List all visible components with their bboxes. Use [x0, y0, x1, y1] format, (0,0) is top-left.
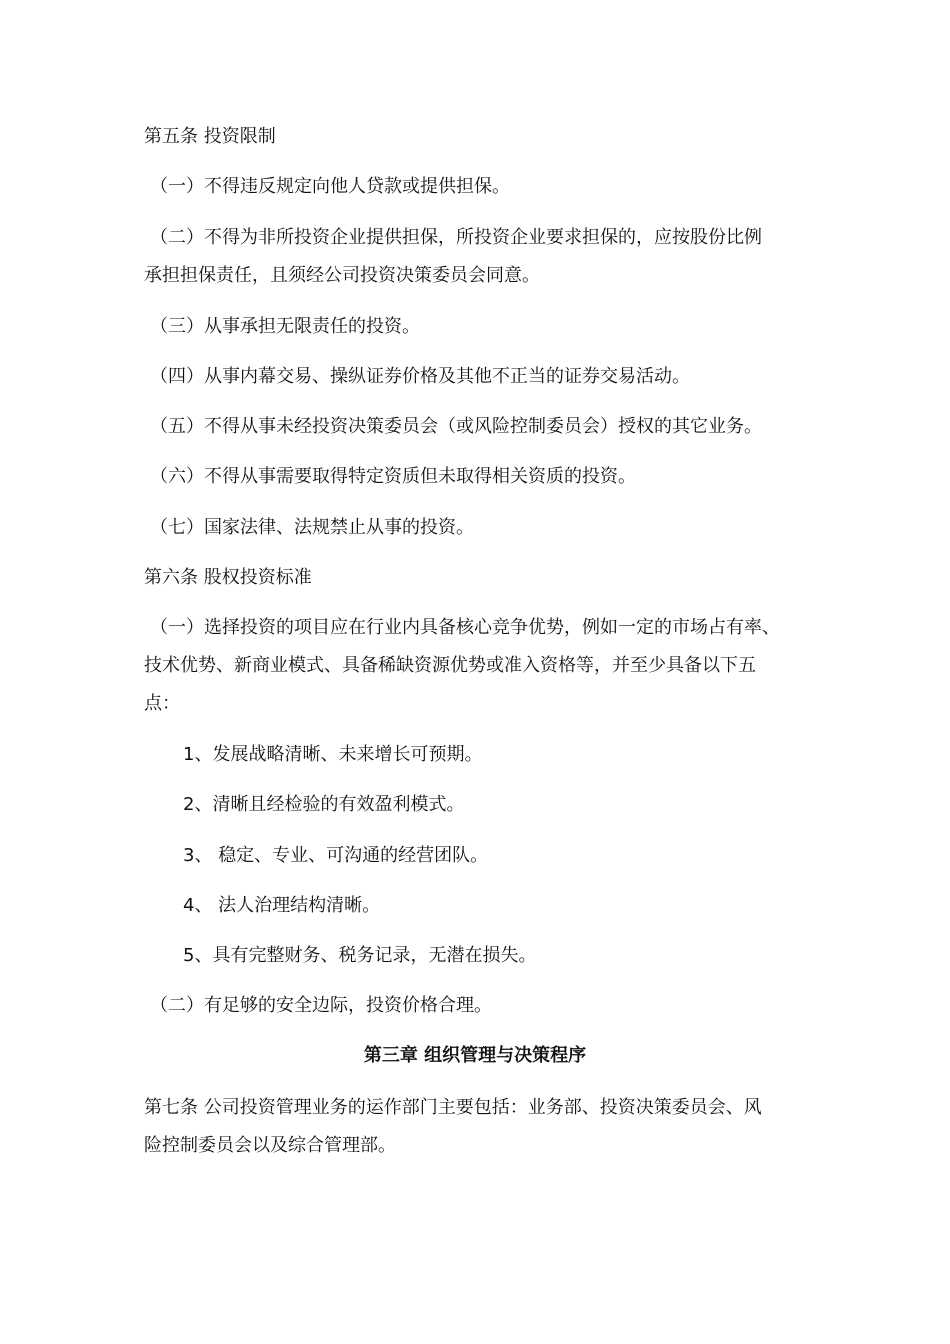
article6-subitem-4: 4、 法人治理结构清晰。: [183, 895, 381, 916]
article5-item-3: （三）从事承担无限责任的投资。: [150, 316, 420, 337]
article5-item-6: （六）不得从事需要取得特定资质但未取得相关资质的投资。: [150, 466, 636, 487]
article6-subitem-1: 1、发展战略清晰、未来增长可预期。: [183, 744, 483, 765]
article5-item-4: （四）从事内幕交易、操纵证券价格及其他不正当的证券交易活动。: [150, 366, 690, 387]
article6-title: 第六条 股权投资标准: [144, 567, 312, 588]
article6-subitem-5: 5、具有完整财务、税务记录，无潜在损失。: [183, 945, 537, 966]
article6-subitem-2: 2、清晰且经检验的有效盈利模式。: [183, 794, 465, 815]
article6-subitem-3: 3、 稳定、专业、可沟通的经营团队。: [183, 845, 489, 866]
article5-item-1: （一）不得违反规定向他人贷款或提供担保。: [150, 176, 510, 197]
article5-item-2-line2: 承担担保责任，且须经公司投资决策委员会同意。: [144, 265, 540, 286]
article6-item-2: （二）有足够的安全边际，投资价格合理。: [150, 995, 492, 1016]
article7-line2: 险控制委员会以及综合管理部。: [144, 1135, 396, 1156]
article7-line1: 第七条 公司投资管理业务的运作部门主要包括：业务部、投资决策委员会、风: [144, 1097, 762, 1118]
chapter3-heading: 第三章 组织管理与决策程序: [363, 1045, 587, 1066]
article6-item-1-line1: （一）选择投资的项目应在行业内具备核心竞争优势，例如一定的市场占有率、: [150, 617, 780, 638]
article5-item-7: （七）国家法律、法规禁止从事的投资。: [150, 517, 474, 538]
article5-item-5: （五）不得从事未经投资决策委员会（或风险控制委员会）授权的其它业务。: [150, 416, 762, 437]
article5-title: 第五条 投资限制: [144, 126, 276, 147]
article6-item-1-line3: 点：: [144, 693, 180, 714]
article6-item-1-line2: 技术优势、新商业模式、具备稀缺资源优势或准入资格等，并至少具备以下五: [144, 655, 756, 676]
article5-item-2-line1: （二）不得为非所投资企业提供担保，所投资企业要求担保的，应按股份比例: [150, 227, 762, 248]
